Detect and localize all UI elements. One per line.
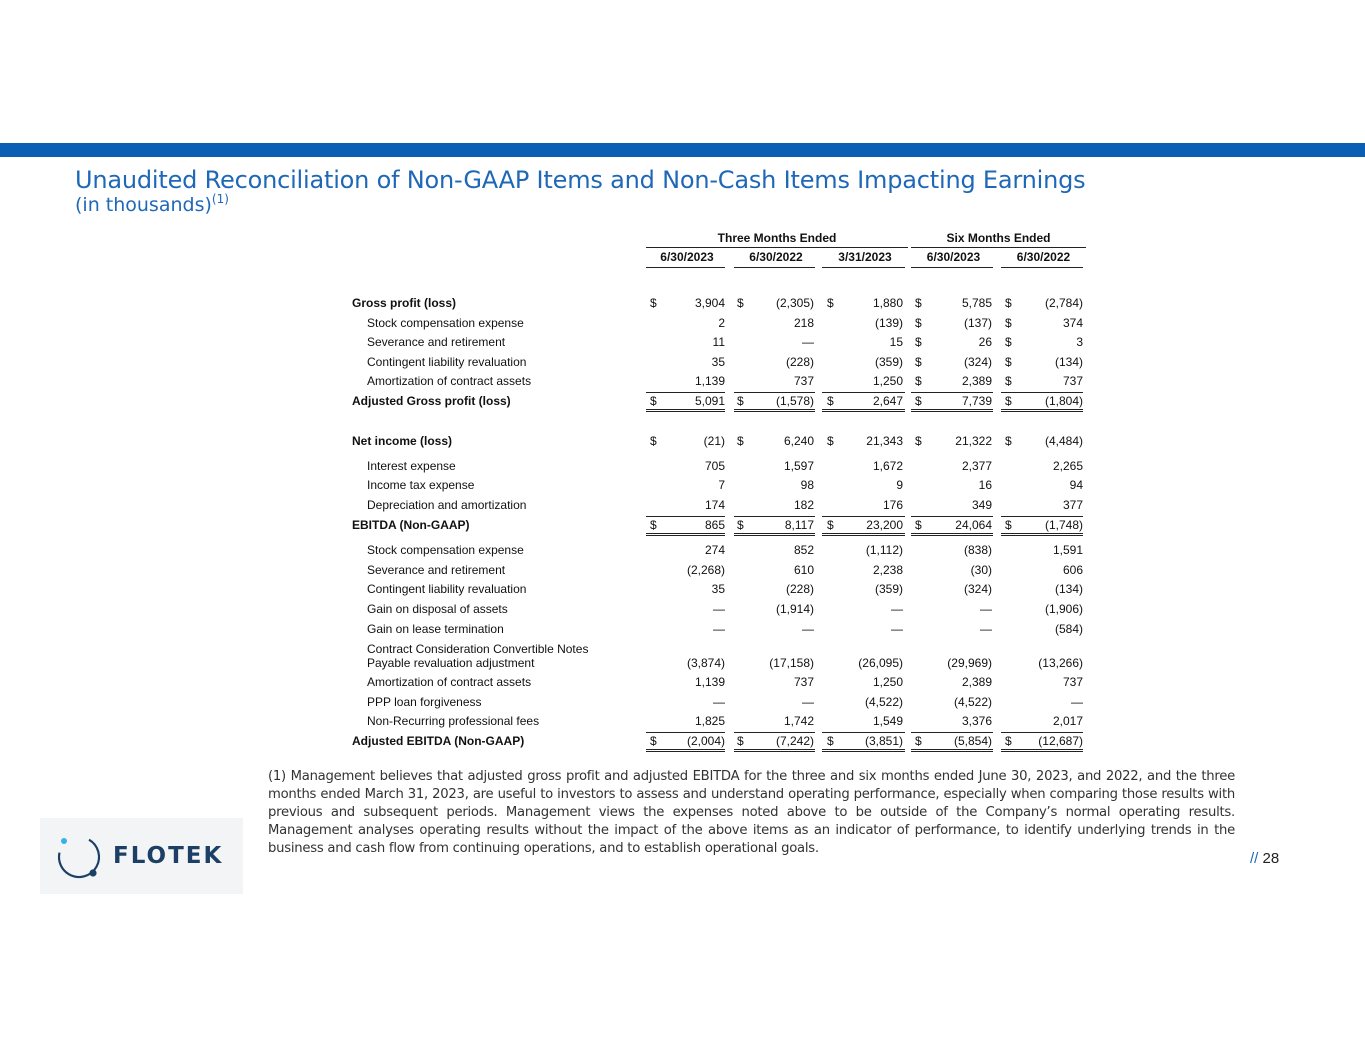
table-cell: (1,906): [1044, 602, 1083, 616]
total-double-rule: [1001, 409, 1083, 412]
currency-symbol: $: [915, 335, 922, 349]
table-cell: 174: [704, 498, 725, 512]
row-label: Amortization of contract assets: [367, 374, 532, 388]
currency-symbol: $: [1005, 374, 1012, 388]
row-label: Income tax expense: [367, 478, 475, 492]
currency-symbol: $: [1005, 518, 1012, 532]
table-cell: 737: [793, 374, 814, 388]
table-cell: (2,004): [686, 734, 725, 748]
currency-symbol: $: [1005, 296, 1012, 310]
total-double-rule: [646, 749, 725, 752]
row-label: Gain on disposal of assets: [367, 602, 508, 616]
table-cell: 11: [712, 335, 725, 349]
page-separator: //: [1250, 850, 1259, 867]
total-double-rule: [822, 533, 905, 536]
footnote-marker: (1): [211, 192, 229, 206]
table-cell: (359): [874, 582, 903, 596]
currency-symbol: $: [827, 734, 834, 748]
currency-symbol: $: [737, 296, 744, 310]
table-cell: (324): [963, 582, 992, 596]
footnote: (1) Management believes that adjusted gross profit and adjusted EBITDA for the three and six months ended June 30, 2023, and 2022, and the three months ended March 31, 2023, are useful to investors to assess and understand operating performance, especially when comparing those results with previous and subsequent periods. Management views the expenses noted above to be outside of the Company’s normal operating results. Management analyses operating results without the impact of the above items as an indicator of performance, to identify underlying trends in the business and cash flow from continuing operations, and to establish operational goals.: [268, 769, 1235, 856]
table-cell: 176: [882, 498, 903, 512]
column-header-rule: [734, 267, 815, 268]
currency-symbol: $: [827, 518, 834, 532]
table-cell: 2,017: [1052, 714, 1083, 728]
currency-symbol: $: [827, 434, 834, 448]
subtotal-rule: [911, 732, 993, 733]
table-cell: (134): [1054, 355, 1083, 369]
table-cell: 1,139: [694, 675, 725, 689]
row-label: Contingent liability revaluation: [367, 355, 527, 369]
row-label: Interest expense: [367, 459, 456, 473]
currency-symbol: $: [915, 734, 922, 748]
table-cell: (137): [963, 316, 992, 330]
table-cell: 852: [793, 543, 814, 557]
currency-symbol: $: [1005, 394, 1012, 408]
total-double-rule: [646, 533, 725, 536]
total-double-rule: [911, 409, 993, 412]
table-cell: —: [980, 622, 992, 636]
table-cell: —: [891, 602, 903, 616]
table-cell: 98: [800, 478, 814, 492]
table-cell: —: [802, 622, 814, 636]
currency-symbol: $: [827, 394, 834, 408]
table-cell: 1,742: [783, 714, 814, 728]
currency-symbol: $: [737, 434, 744, 448]
table-cell: —: [802, 695, 814, 709]
table-cell: 374: [1062, 316, 1083, 330]
total-double-rule: [911, 533, 993, 536]
subtotal-rule: [646, 392, 725, 393]
table-cell: 2,389: [961, 675, 992, 689]
column-header-rule: [822, 267, 905, 268]
currency-symbol: $: [1005, 316, 1012, 330]
table-cell: 2,265: [1052, 459, 1083, 473]
column-header: 6/30/2022: [1016, 250, 1071, 264]
total-double-rule: [1001, 533, 1083, 536]
currency-symbol: $: [915, 355, 922, 369]
currency-symbol: $: [915, 518, 922, 532]
subtotal-rule: [911, 392, 993, 393]
table-cell: 349: [971, 498, 992, 512]
table-cell: (4,522): [864, 695, 903, 709]
subtotal-rule: [646, 516, 725, 517]
row-label: Stock compensation expense: [367, 543, 524, 557]
row-label: Adjusted EBITDA (Non-GAAP): [352, 734, 525, 748]
row-label: Severance and retirement: [367, 335, 506, 349]
table-cell: —: [891, 622, 903, 636]
table-cell: 2,389: [961, 374, 992, 388]
currency-symbol: $: [650, 434, 657, 448]
table-cell: (2,784): [1044, 296, 1083, 310]
subtotal-rule: [734, 392, 815, 393]
row-label: Contract Consideration Convertible Notes: [367, 642, 589, 656]
table-cell: (5,854): [953, 734, 992, 748]
column-header: 3/31/2023: [838, 250, 892, 264]
page-number-value: 28: [1262, 850, 1280, 867]
table-cell: 6,240: [783, 434, 814, 448]
table-cell: (324): [963, 355, 992, 369]
table-cell: 1,250: [872, 675, 903, 689]
table-cell: 21,322: [955, 434, 992, 448]
header-rule: [911, 247, 1086, 248]
page-title: Unaudited Reconciliation of Non-GAAP Items and Non-Cash Items Impacting Earnings: [75, 166, 1086, 194]
column-header-rule: [911, 267, 993, 268]
table-cell: —: [980, 602, 992, 616]
row-label: Payable revaluation adjustment: [367, 656, 535, 670]
total-double-rule: [734, 533, 815, 536]
table-cell: 1,597: [783, 459, 814, 473]
table-cell: (838): [963, 543, 992, 557]
subtotal-rule: [1001, 516, 1083, 517]
table-cell: 274: [704, 543, 725, 557]
column-header: 6/30/2023: [660, 250, 714, 264]
table-cell: 1,880: [872, 296, 903, 310]
table-cell: 16: [978, 478, 992, 492]
table-cell: 1,672: [872, 459, 903, 473]
table-cell: 3: [1076, 335, 1083, 349]
table-cell: (1,748): [1044, 518, 1083, 532]
table-cell: (7,242): [775, 734, 814, 748]
column-header-rule: [646, 267, 725, 268]
table-cell: (2,268): [686, 563, 725, 577]
subtotal-rule: [646, 732, 725, 733]
currency-symbol: $: [1005, 434, 1012, 448]
table-cell: 737: [1062, 675, 1083, 689]
subtotal-rule: [822, 516, 905, 517]
table-cell: 1,549: [872, 714, 903, 728]
table-cell: (29,969): [947, 656, 992, 670]
table-cell: 865: [704, 518, 725, 532]
table-cell: 21,343: [866, 434, 903, 448]
currency-symbol: $: [915, 434, 922, 448]
subtotal-rule: [822, 732, 905, 733]
row-label: Gross profit (loss): [352, 296, 457, 310]
total-double-rule: [911, 749, 993, 752]
table-cell: (584): [1054, 622, 1083, 636]
subtotal-rule: [1001, 392, 1083, 393]
currency-symbol: $: [915, 296, 922, 310]
table-cell: 737: [1062, 374, 1083, 388]
row-label: Non-Recurring professional fees: [367, 714, 540, 728]
page-subtitle: [75, 194, 229, 216]
header-rule: [646, 247, 908, 248]
row-label: Depreciation and amortization: [367, 498, 527, 512]
flotek-logo-text: FLOTEK: [113, 843, 224, 869]
table-cell: 8,117: [784, 518, 814, 532]
reconciliation-table: [340, 226, 1090, 746]
table-cell: 24,064: [955, 518, 992, 532]
table-cell: (3,851): [864, 734, 903, 748]
subtotal-rule: [911, 516, 993, 517]
table-cell: 1,139: [694, 374, 725, 388]
table-cell: (359): [874, 355, 903, 369]
table-cell: (1,578): [775, 394, 814, 408]
table-cell: —: [802, 335, 814, 349]
table-cell: 1,250: [872, 374, 903, 388]
table-cell: (26,095): [858, 656, 903, 670]
table-cell: 3,376: [961, 714, 992, 728]
currency-symbol: $: [915, 316, 922, 330]
currency-symbol: $: [1005, 734, 1012, 748]
table-cell: 94: [1069, 478, 1083, 492]
group-header-six-months: Six Months Ended: [946, 231, 1051, 245]
subtotal-rule: [1001, 732, 1083, 733]
currency-symbol: $: [650, 518, 657, 532]
table-cell: (12,687): [1038, 734, 1083, 748]
table-cell: (3,874): [686, 656, 725, 670]
table-cell: 2: [718, 316, 725, 330]
table-cell: 1,591: [1052, 543, 1083, 557]
subtitle-text: (in thousands): [75, 194, 212, 216]
total-double-rule: [822, 749, 905, 752]
table-cell: (228): [785, 355, 814, 369]
subtotal-rule: [822, 392, 905, 393]
table-cell: —: [713, 602, 725, 616]
flotek-logo-icon: [55, 833, 105, 883]
subtotal-rule: [734, 732, 815, 733]
table-cell: 2,238: [872, 563, 903, 577]
total-double-rule: [822, 409, 905, 412]
table-cell: 610: [793, 563, 814, 577]
table-cell: (13,266): [1038, 656, 1083, 670]
total-double-rule: [734, 749, 815, 752]
header-bar: [0, 143, 1365, 157]
row-label: Gain on lease termination: [367, 622, 504, 636]
table-cell: 23,200: [866, 518, 903, 532]
row-label: Contingent liability revaluation: [367, 582, 527, 596]
table-cell: 2,647: [872, 394, 903, 408]
table-cell: (2,305): [775, 296, 814, 310]
table-cell: 705: [704, 459, 725, 473]
table-cell: —: [1071, 695, 1083, 709]
currency-symbol: $: [737, 518, 744, 532]
table-cell: (21): [703, 434, 725, 448]
total-double-rule: [646, 409, 725, 412]
currency-symbol: $: [650, 734, 657, 748]
row-label: Net income (loss): [352, 434, 453, 448]
currency-symbol: $: [827, 296, 834, 310]
table-cell: (1,112): [865, 543, 903, 557]
table-cell: 35: [711, 582, 725, 596]
column-header: 6/30/2022: [749, 250, 803, 264]
table-cell: —: [713, 695, 725, 709]
currency-symbol: $: [737, 734, 744, 748]
table-cell: 377: [1062, 498, 1083, 512]
table-cell: (1,804): [1044, 394, 1083, 408]
subtotal-rule: [734, 516, 815, 517]
table-cell: 2,377: [961, 459, 992, 473]
currency-symbol: $: [915, 394, 922, 408]
table-cell: 7,739: [961, 394, 992, 408]
table-cell: 1,825: [694, 714, 725, 728]
currency-symbol: $: [1005, 355, 1012, 369]
table-cell: (139): [874, 316, 903, 330]
table-cell: (4,522): [953, 695, 992, 709]
column-header: 6/30/2023: [926, 250, 981, 264]
table-cell: (30): [970, 563, 992, 577]
page-number: [1250, 850, 1279, 867]
table-cell: 3,904: [694, 296, 725, 310]
table-cell: 7: [718, 478, 725, 492]
table-cell: (1,914): [775, 602, 814, 616]
table-cell: (134): [1054, 582, 1083, 596]
total-double-rule: [1001, 749, 1083, 752]
table-cell: 606: [1062, 563, 1083, 577]
table-cell: 5,091: [694, 394, 725, 408]
row-label: PPP loan forgiveness: [367, 695, 482, 709]
currency-symbol: $: [915, 374, 922, 388]
column-header-rule: [1001, 267, 1083, 268]
table-cell: 15: [889, 335, 903, 349]
row-label: Stock compensation expense: [367, 316, 524, 330]
table-cell: 182: [793, 498, 814, 512]
row-label: EBITDA (Non-GAAP): [352, 518, 470, 532]
total-double-rule: [734, 409, 815, 412]
row-label: Amortization of contract assets: [367, 675, 532, 689]
group-header-three-months: Three Months Ended: [717, 231, 837, 245]
currency-symbol: $: [650, 394, 657, 408]
table-cell: —: [713, 622, 725, 636]
table-cell: (228): [785, 582, 814, 596]
table-cell: 218: [793, 316, 814, 330]
currency-symbol: $: [1005, 335, 1012, 349]
currency-symbol: $: [650, 296, 657, 310]
row-label: Severance and retirement: [367, 563, 506, 577]
table-cell: 9: [896, 478, 903, 492]
currency-symbol: $: [737, 394, 744, 408]
table-cell: 737: [793, 675, 814, 689]
table-cell: (17,158): [769, 656, 814, 670]
table-cell: (4,484): [1044, 434, 1083, 448]
table-cell: 26: [978, 335, 992, 349]
table-cell: 5,785: [961, 296, 992, 310]
row-label: Adjusted Gross profit (loss): [352, 394, 511, 408]
table-cell: 35: [711, 355, 725, 369]
